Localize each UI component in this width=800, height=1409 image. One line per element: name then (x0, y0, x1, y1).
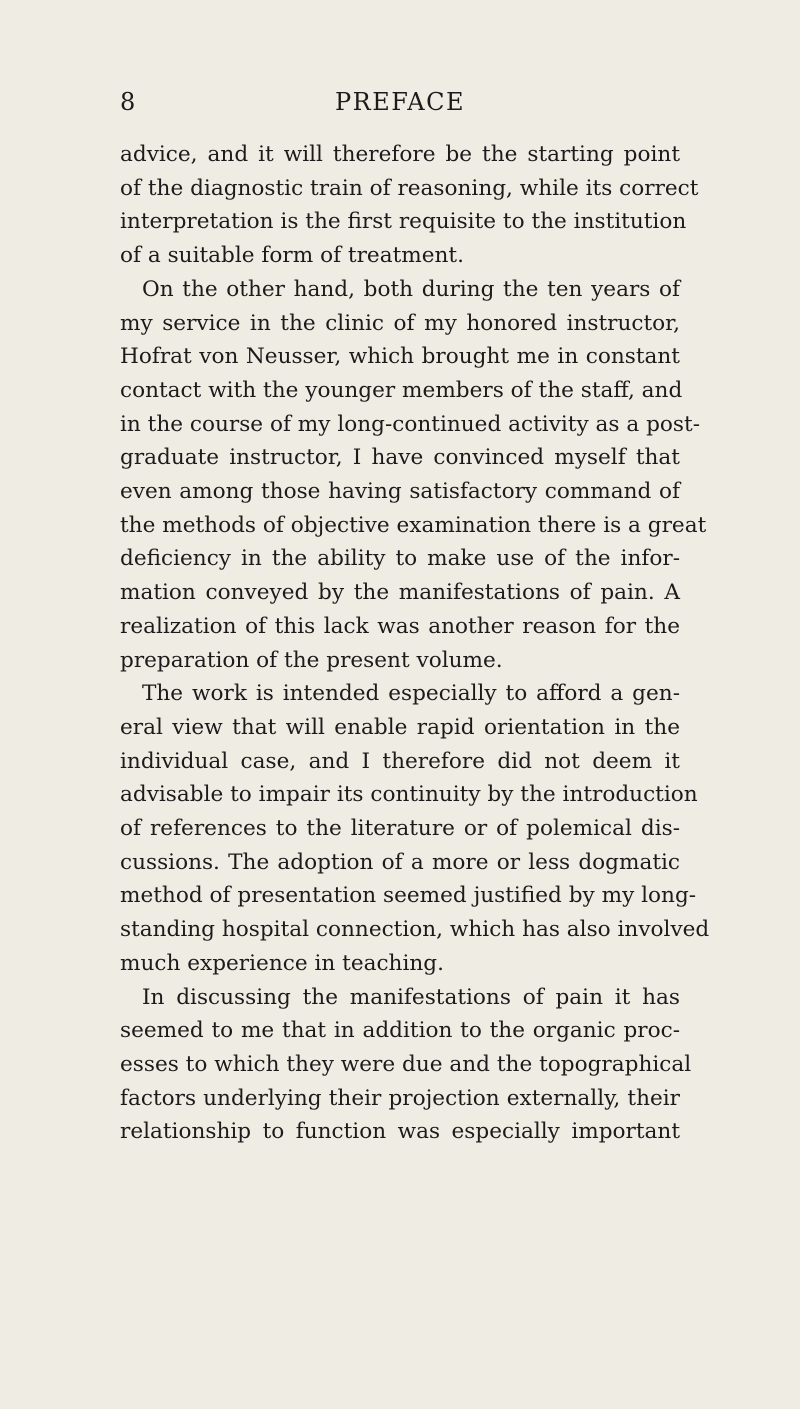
text-line: of references to the literature or of polemical dis- (120, 816, 680, 842)
text-line: my service in the clinic of my honored instructor, (120, 310, 680, 336)
text-line: eral view that will enable rapid orientation in the (120, 714, 680, 740)
text-line: factors underlying their projection externally, their (120, 1085, 680, 1111)
text-line: advisable to impair its continuity by the introduction (120, 782, 698, 808)
text-line: The work is intended especially to afford a gen- (142, 681, 680, 707)
text-line: the methods of objective examination there is a great (120, 512, 707, 538)
text-line: deficiency in the ability to make use of the infor- (120, 546, 680, 572)
text-line: standing hospital connection, which has also involved (120, 917, 710, 943)
text-line: In discussing the manifestations of pain it has (142, 984, 680, 1010)
text-line: cussions. The adoption of a more or less dogmatic (120, 849, 680, 875)
text-line: On the other hand, both during the ten years of (142, 276, 680, 302)
text-line: graduate instructor, I have convinced myself that (120, 445, 680, 471)
text-line: realization of this lack was another reason for the (120, 613, 680, 639)
text-line: Hofrat von Neusser, which brought me in constant (120, 344, 680, 370)
text-line: mation conveyed by the manifestations of pain. A (120, 580, 680, 606)
text-line: even among those having satisfactory command of (120, 479, 680, 505)
running-head (120, 88, 680, 122)
text-line: seemed to me that in addition to the organic proc- (120, 1018, 680, 1044)
text-line: interpretation is the first requisite to the institution (120, 209, 687, 235)
running-title: PREFACE (334, 88, 466, 116)
text-line: individual case, and I therefore did not deem it (120, 748, 680, 774)
page-number: 8 (120, 88, 136, 116)
text-line: esses to which they were due and the topographical (120, 1051, 692, 1077)
text-line: advice, and it will therefore be the starting point (120, 142, 680, 167)
text-line: in the course of my long-continued activity as a post- (120, 411, 700, 437)
body-text (120, 138, 710, 1149)
text-line: relationship to function was especially important (120, 1119, 680, 1145)
text-line: method of presentation seemed justified by my long- (120, 883, 697, 909)
text-line: contact with the younger members of the staff, and (120, 377, 683, 403)
text-line: of a suitable form of treatment. (120, 243, 464, 269)
text-line: of the diagnostic train of reasoning, while its correct (120, 175, 699, 201)
text-line: much experience in teaching. (120, 950, 444, 976)
text-line: preparation of the present volume. (120, 647, 503, 673)
